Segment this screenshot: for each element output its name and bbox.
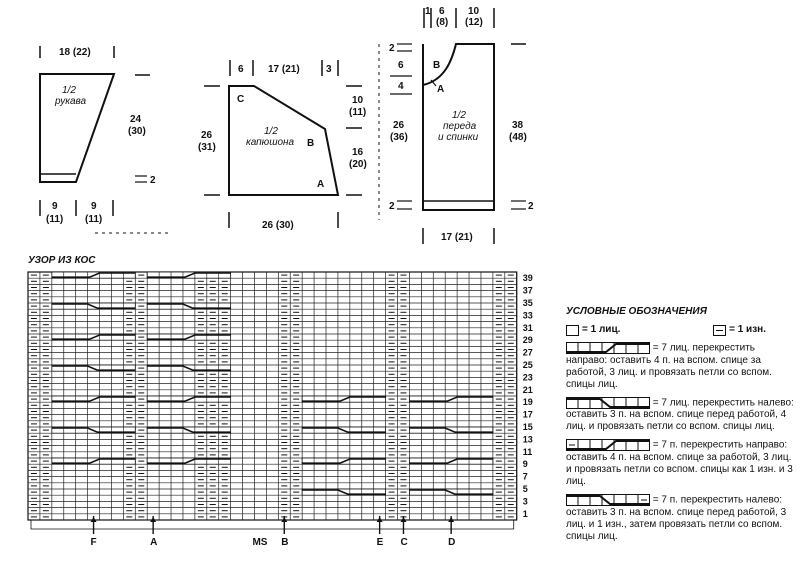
body-point-a: A [437,84,445,95]
body-title-1: 1/2 [452,110,466,121]
legend-cable-2: = 7 лиц. перекрестить налево: оставить 3 п. на вспом. спице перед работой, 4 лиц. и провязать петли со вспом. спицы лиц. [566,397,794,433]
cable-left-knit-icon [566,397,650,409]
cable-right-knit-icon [566,342,650,354]
cable-crossing [409,427,492,433]
pattern-title: УЗОР ИЗ КОС [28,255,96,266]
cable-crossing [302,458,385,464]
sleeve-bottom-right: 9 [91,201,97,212]
svg-text:(20): (20) [349,159,367,170]
body-left-height: 26 [393,120,405,131]
row-number: 7 [522,471,528,482]
svg-text:(36): (36) [390,132,408,143]
row-number: 37 [522,285,533,296]
cable-crossing [409,458,492,464]
cable-crossing [52,427,135,433]
body-schematic [379,6,534,244]
hood-top-left: 6 [238,64,244,75]
sleeve-height: 24 [130,114,142,125]
chart-marker: D [448,537,456,548]
hood-right-upper: 10 [352,95,364,106]
chart-markers [31,516,514,548]
sleeve-height-alt: (30) [128,126,146,137]
cable-crossing [52,303,135,309]
row-number: 9 [522,459,528,470]
cable-crossing [302,489,385,495]
row-number: 39 [522,273,533,284]
body-left-4: 4 [398,81,404,92]
cable-crossing [147,334,230,340]
row-number: 31 [522,322,533,333]
row-number: 3 [522,496,528,507]
row-number: 27 [522,347,533,358]
chart-marker: F [90,537,97,548]
chart-marker: C [400,537,408,548]
cable-crossing [52,272,135,278]
body-title-2: переда [443,121,477,132]
sleeve-schematic [40,46,170,233]
cable-crossing [302,396,385,402]
row-number: 17 [522,409,533,420]
sleeve-title-1: 1/2 [62,85,76,96]
sleeve-top-width: 18 (22) [59,47,91,58]
body-point-b: B [433,60,441,71]
legend-title: УСЛОВНЫЕ ОБОЗНАЧЕНИЯ [566,306,707,317]
legend-cable-4: = 7 п. перекрестить налево: оставить 3 п. на вспом. спице перед работой, 3 лиц. и 1 изн., затем провязать петли со вспом. спицы лиц. [566,494,787,542]
cable-crossing [147,427,230,433]
sleeve-cuff-dim: 2 [150,175,156,186]
hood-top-mid: 17 (21) [268,64,300,75]
hood-title-2: капюшона [246,137,295,148]
hood-point-a: A [317,179,325,190]
row-number: 33 [522,310,533,321]
cable-crossing [302,427,385,433]
hood-bottom: 26 (30) [262,220,294,231]
legend-purl: = 1 изн. [713,324,766,336]
body-left-6: 6 [398,60,404,71]
chart-marker: B [281,537,289,548]
cable-crossing [147,272,230,278]
row-number: 5 [522,484,528,494]
chart-row-numbers [523,273,533,519]
legend-cable-3: = 7 п. перекрестить направо: оставить 4 п. на вспом. спице за работой, 3 лиц. и провязать петли со вспом. спицы как 1 изн. и 3 лиц. [566,439,793,487]
body-title-3: и спинки [438,132,479,143]
row-number: 25 [522,360,533,370]
legend [566,306,796,549]
hood-point-c: C [237,94,245,105]
body-right-height: 38 [512,120,524,131]
cable-crossing [52,458,135,464]
body-bottom-left-2: 2 [389,201,395,212]
repeat-bracket [31,520,514,529]
body-left-2: 2 [389,43,395,54]
chart-marker: E [376,537,384,548]
legend-basic [566,324,796,336]
sleeve-title-2: рукава [55,96,87,107]
body-top-small: 1 [425,6,431,17]
cable-crossing [147,365,230,371]
cable-crossing [52,396,135,402]
svg-text:(11): (11) [349,107,367,118]
cable-pattern-chart [28,272,517,520]
body-bottom-right-2: 2 [528,201,534,212]
row-number: 15 [522,422,533,432]
legend-knit: = 1 лиц. [566,324,620,336]
row-number: 11 [522,446,533,457]
cable-crossing [52,334,135,340]
cable-crossing [147,458,230,464]
hood-height: 26 [201,130,213,141]
body-bottom-width: 17 (21) [441,232,473,243]
cable-crossing [409,489,492,495]
svg-text:(8): (8) [436,17,449,28]
chart-marker: MS [252,537,268,548]
body-top-shoulder: 10 [468,6,480,17]
svg-text:(31): (31) [198,142,216,153]
row-number: 21 [522,384,533,395]
chart-marker: A [150,537,158,548]
sleeve-outline [40,74,114,182]
hood-right-lower: 16 [352,147,364,158]
svg-text:(11): (11) [85,214,103,225]
cable-crossing [147,303,230,309]
svg-text:(12): (12) [465,17,483,28]
cable-left-purl-icon [566,494,650,506]
cable-crossing [147,396,230,402]
hood-top-right: 3 [326,64,332,75]
row-number: 1 [522,508,528,519]
svg-text:(48): (48) [509,132,527,143]
row-number: 23 [522,372,533,383]
knit-symbol-icon [566,325,579,336]
cable-crossing [52,365,135,371]
hood-title-1: 1/2 [264,126,278,137]
hood-point-b: B [307,138,315,149]
row-number: 13 [522,434,533,445]
hood-schematic [198,60,367,231]
row-number: 19 [522,397,533,408]
legend-cable-1: = 7 лиц. перекрестить направо: оставить 4 п. на вспом. спице за работой, 3 лиц. и провязать петли со вспом. спицы лиц. [566,342,772,390]
sleeve-bottom-left: 9 [52,201,58,212]
cable-crossing [409,396,492,402]
row-number: 29 [522,335,533,346]
purl-symbol-icon [713,325,726,336]
svg-text:(11): (11) [46,214,64,225]
body-top-neck: 6 [439,6,445,17]
cable-right-purl-icon [566,439,650,451]
row-number: 35 [522,298,533,308]
